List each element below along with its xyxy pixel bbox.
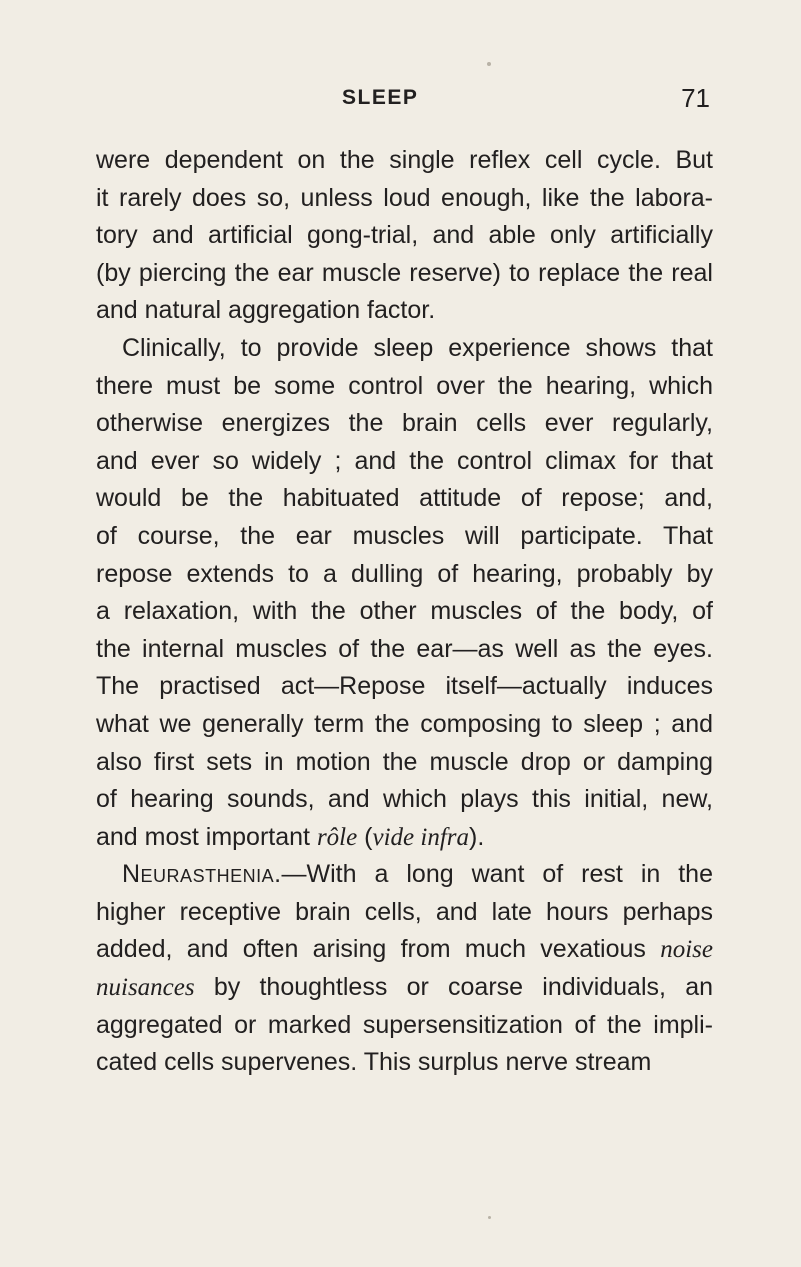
text-line: cated cells supervenes. This surplus nerve stream	[96, 1048, 652, 1077]
text-line: there must be some control over the hearing, which	[96, 371, 713, 400]
text-line: (by piercing the ear muscle reserve) to replace the real	[96, 258, 713, 287]
text-line: were dependent on the single reflex cell cycle. But	[96, 146, 713, 174]
text-line: and ever so widely ; and the control climax for that	[96, 446, 713, 475]
text-line: a relaxation, with the other muscles of the body, of	[96, 597, 713, 626]
text-fragment: by thoughtless or coarse individuals, an	[194, 973, 713, 1002]
text-fragment: (	[357, 822, 373, 851]
text-line: would be the habituated attitude of repose; and,	[96, 484, 713, 513]
italic-term: rôle	[316, 823, 358, 851]
text-line: higher receptive brain cells, and late hours perhaps	[96, 897, 713, 926]
text-line: otherwise energizes the brain cells ever regularly,	[96, 409, 713, 438]
text-line: and natural aggregation factor.	[96, 296, 436, 325]
text-line	[96, 969, 713, 1007]
text-line: the internal muscles of the ear—as well as the eyes.	[96, 634, 713, 663]
text-line: Clinically, to provide sleep experience shows that	[122, 333, 713, 362]
text-line	[96, 931, 713, 969]
text-line: repose extends to a dulling of hearing, probably by	[96, 559, 713, 588]
text-line: aggregated or marked supersensitization of the impli-	[96, 1010, 713, 1039]
running-head-title: SLEEP	[342, 86, 419, 109]
text-fragment: ).	[469, 822, 485, 851]
text-line: of course, the ear muscles will participate. That	[96, 521, 713, 550]
paper-speck	[487, 62, 491, 66]
italic-term: noise	[660, 936, 713, 964]
text-line: tory and artificial gong-trial, and able only artificially	[96, 221, 713, 250]
text-fragment: added, and often arising from much vexatious	[96, 935, 646, 964]
section-heading: Neurasthenia.	[122, 860, 282, 889]
text-fragment: —With a long want of rest in the	[281, 860, 713, 889]
text-line: The practised act—Repose itself—actually induces	[96, 672, 713, 701]
text-fragment: and most important	[96, 822, 317, 851]
text-line: also first sets in motion the muscle drop or damping	[96, 747, 713, 776]
text-line	[96, 819, 713, 857]
body-text	[96, 142, 713, 1082]
text-line: what we generally term the composing to sleep ; and	[96, 709, 713, 738]
page-number: 71	[681, 83, 710, 113]
text-line	[96, 856, 713, 894]
text-line: of hearing sounds, and which plays this initial, new,	[96, 785, 713, 814]
paper-speck	[488, 1216, 491, 1219]
text-line: it rarely does so, unless loud enough, like the labora-	[96, 183, 713, 212]
italic-term: nuisances	[96, 974, 195, 1002]
italic-term: vide infra	[372, 823, 470, 851]
running-head	[96, 83, 710, 116]
